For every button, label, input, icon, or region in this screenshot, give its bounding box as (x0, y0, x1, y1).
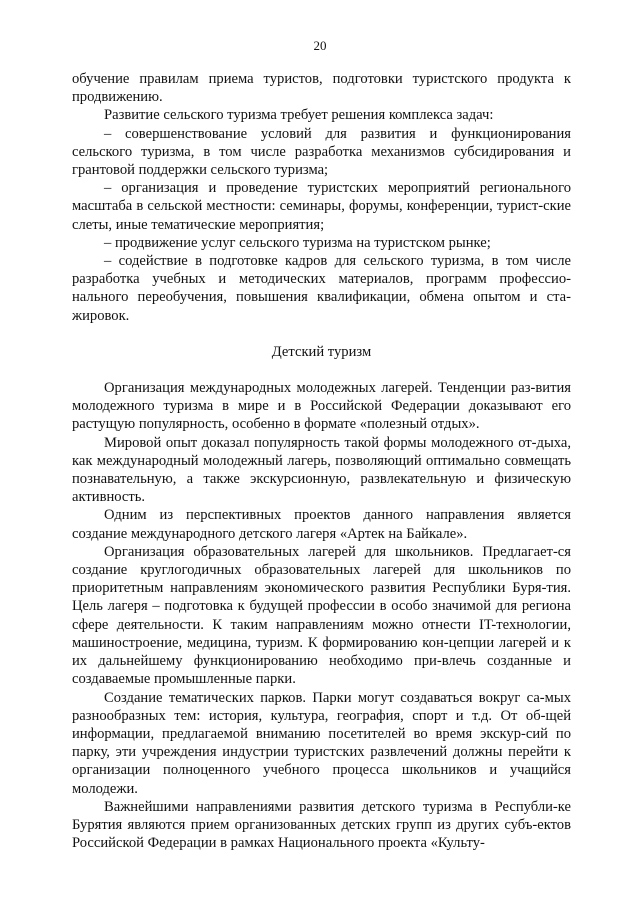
paragraph: Одним из перспективных проектов данного направления является создание международного детского лагеря «Артек на Байкале». (72, 507, 571, 542)
paragraph: Развитие сельского туризма требует решения комплекса задач: (104, 107, 494, 124)
section-heading: Детский туризм (271, 343, 372, 360)
paragraph: Организация образовательных лагерей для школьников. Предлагает-ся создание круглогодичных образовательных лагерей для школьников по приоритетным направлениям экономического развития Республики Буря-тия. Цель лагеря – подготовка к будущей профессии в особо значимой для региона сфере деятельности. К таким направлениям можно отнести IT-технологии, машиностроение, медицина, туризм. К формированию кон-цепции лагерей и к их дальнейшему функционированию необходимо при-влечь созданные и создаваемые промышленные парки. (72, 543, 571, 688)
paragraph: Создание тематических парков. Парки могут создаваться вокруг са-мых разнообразных тем: история, культура, география, спорт и т.д. От об-щей информации, предлагаемой вниманию посетителей во время экскур-сий по парку, эти учреждения индустрии туристских развлечений должны перейти к организации полноценного учебного процесса школьников и учащийся молодежи. (72, 689, 571, 797)
paragraph: обучение правилам приема туристов, подготовки туристского продукта к продвижению. (72, 71, 571, 106)
list-item: – продвижение услуг сельского туризма на туристском рынке; (104, 234, 491, 251)
page-number: 20 (313, 38, 327, 53)
list-item: – содействие в подготовке кадров для сельского туризма, в том числе разработка учебных и методических материалов, программ профессио-нального переобучения, повышения квалификации, обмена опытом и ста-жировок. (72, 253, 571, 324)
paragraph: Организация международных молодежных лагерей. Тенденции раз-вития молодежного туризма в мире и в Российской Федерации доказывают его растущую популярность, особенно в формате «полезный отдых». (72, 380, 571, 433)
paragraph: Мировой опыт доказал популярность такой формы молодежного от-дыха, как международный молодежный лагерь, позволяющий оптимально совмещать познавательную, а также экскурсионную, развлекательную и физическую активность. (72, 434, 571, 506)
list-item: – совершенствование условий для развития и функционирования сельского туризма, в том числе разработка механизмов субсидирования и грантовой поддержки сельского туризма; (72, 125, 571, 179)
list-item: – организация и проведение туристских мероприятий регионального масштаба в сельской местности: семинары, форумы, конференции, турист-ские слеты, иные тематические мероприятия; (72, 180, 571, 233)
page-body (72, 70, 571, 852)
paragraph: Важнейшими направлениями развития детского туризма в Республи-ке Бурятия являются прием организованных детских групп из других субъ-ектов Российской Федерации в рамках Национального проекта «Культу- (72, 798, 571, 852)
